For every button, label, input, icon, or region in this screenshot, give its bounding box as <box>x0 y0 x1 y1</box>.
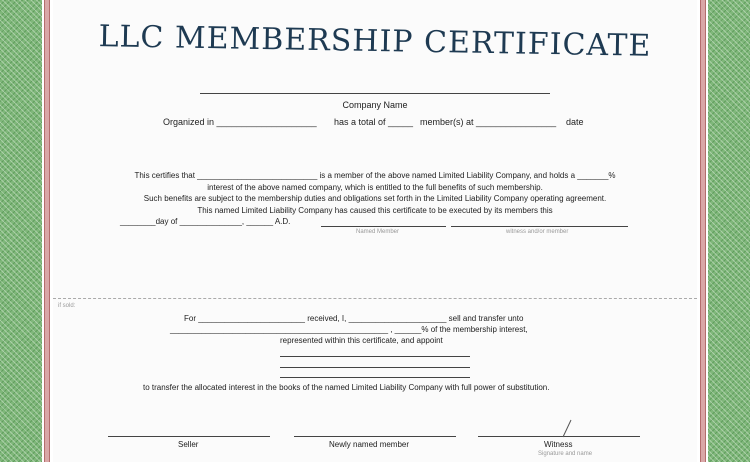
witness-signature-mark <box>561 418 575 438</box>
members-at-text: member(s) at ________________ <box>420 117 557 127</box>
certifies-line-2: interest of the above named company, which is entitled to the full benefits of such membership. <box>207 183 543 192</box>
transfer-for-line: For ________________________ received, I, ______________________ sell and transfer unto <box>184 314 524 323</box>
organized-in-text: Organized in ____________________ <box>163 117 317 127</box>
transfer-substitution-line: to transfer the allocated interest in the books of the named Limited Liability Company with full power of substitution. <box>143 383 550 392</box>
company-name-label: Company Name <box>342 100 408 110</box>
transfer-divider <box>53 298 697 299</box>
certifies-line-5: ________day of ______________, ______ A.D. <box>120 217 291 226</box>
seller-signature-line <box>108 436 270 437</box>
right-inner-border <box>700 0 706 462</box>
certifies-line-1: This certifies that ___________________________ is a member of the above named Limited Liability Company, and holds a _______% <box>134 171 616 180</box>
certifies-line-4: This named Limited Liability Company has caused this certificate to be executed by its members this <box>197 206 553 215</box>
appoint-line-3 <box>280 377 470 378</box>
new-member-signature-line <box>294 436 456 437</box>
witness-label: Witness <box>544 440 573 449</box>
witness-member-line <box>451 226 628 227</box>
named-member-caption: Named Member <box>356 229 400 235</box>
certificate-title: LLC MEMBERSHIP CERTIFICATE <box>98 19 652 64</box>
seller-label: Seller <box>178 440 199 449</box>
transfer-percent-line: _________________________________________________ , ______% of the membership interest, <box>170 325 528 334</box>
company-name-line <box>200 93 550 94</box>
witness-caption: witness and/or member <box>506 229 569 235</box>
appoint-line-1 <box>280 356 470 357</box>
if-sold-label: if sold: <box>58 303 76 309</box>
left-inner-border <box>44 0 50 462</box>
certificate-body <box>53 0 697 462</box>
certifies-line-3: Such benefits are subject to the membership duties and obligations set forth in the Limited Liability Company operating agreement. <box>143 194 607 203</box>
transfer-represented-line: represented within this certificate, and appoint <box>280 336 443 345</box>
witness-sub-caption: Signature and name <box>538 451 593 457</box>
named-member-line <box>321 226 446 227</box>
date-label: date <box>566 117 584 127</box>
has-total-text: has a total of _____ <box>334 117 414 127</box>
witness-signature-line <box>478 436 640 437</box>
appoint-line-2 <box>280 367 470 368</box>
newly-named-member-label: Newly named member <box>329 440 410 449</box>
left-guilloche-border <box>0 0 42 462</box>
right-guilloche-border <box>708 0 750 462</box>
